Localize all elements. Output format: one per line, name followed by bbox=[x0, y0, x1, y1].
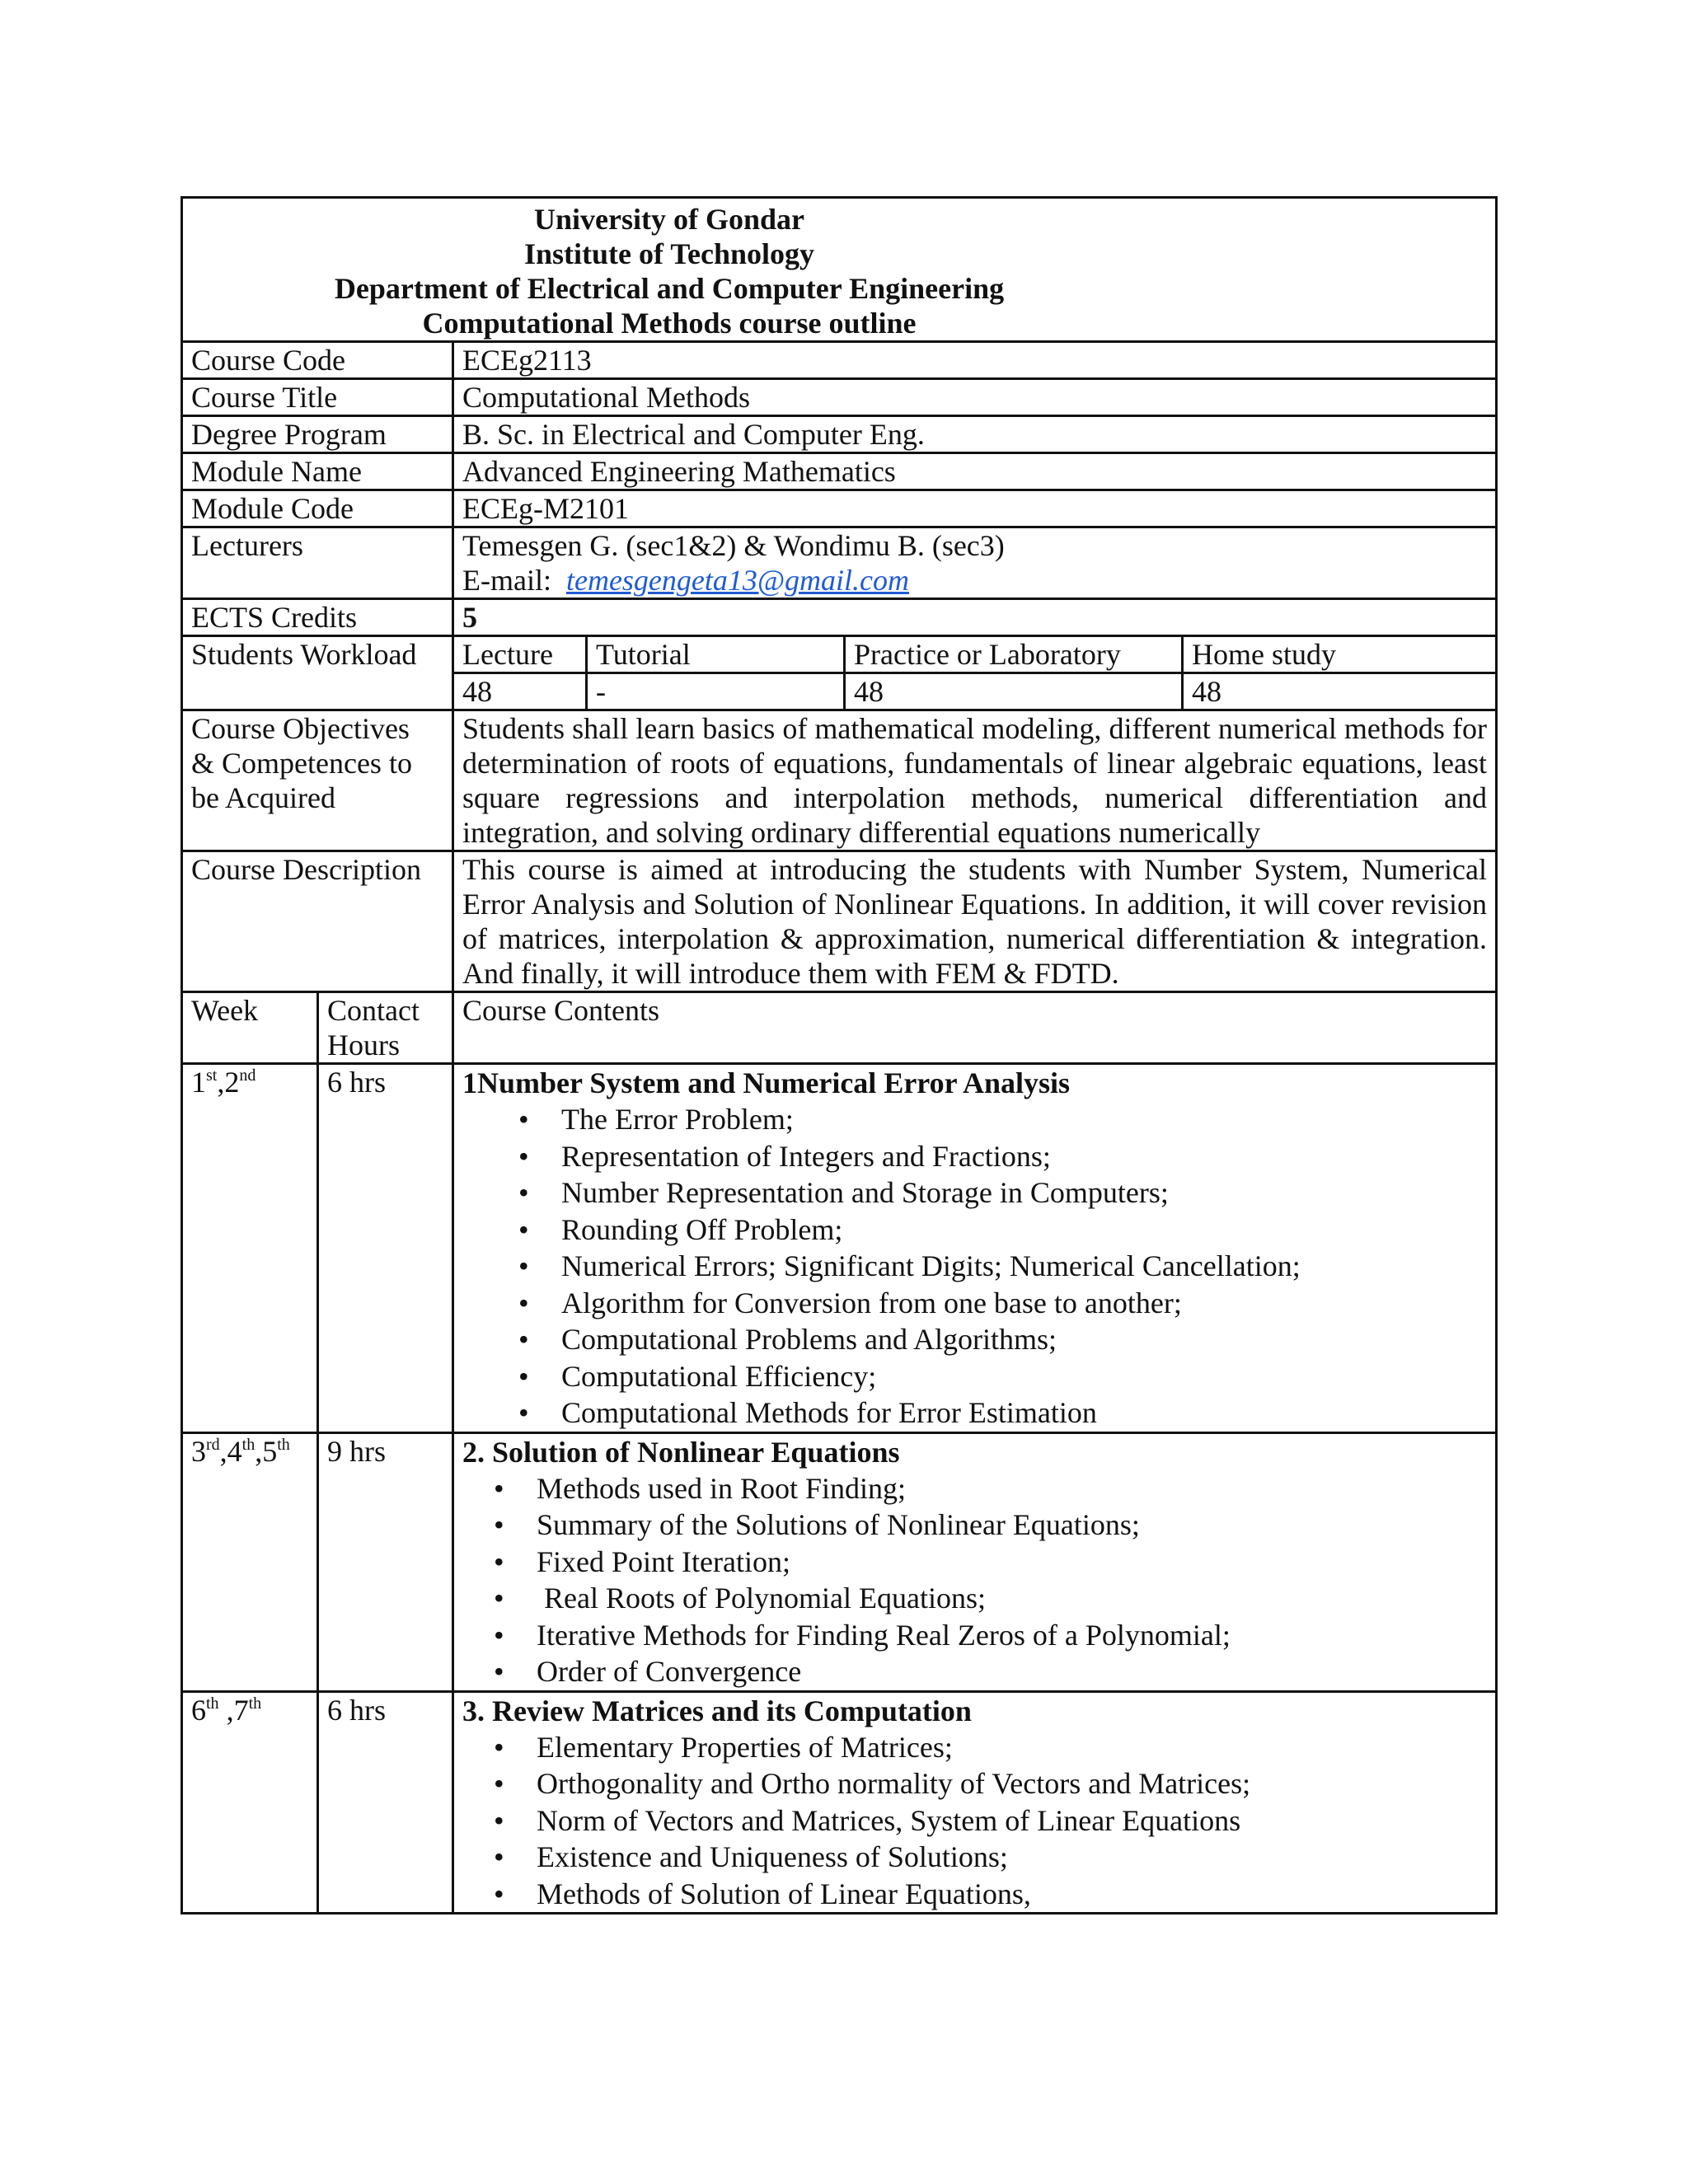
week-suffix: th bbox=[248, 1694, 262, 1713]
week-num: ,2 bbox=[217, 1066, 240, 1099]
workload-value-home-study: 48 bbox=[1183, 673, 1497, 710]
list-item: • Fixed Point Iteration; bbox=[537, 1544, 1487, 1581]
section-1-hours: 6 hrs bbox=[318, 1064, 453, 1433]
objectives-label bbox=[182, 710, 453, 851]
degree-program-value: B. Sc. in Electrical and Computer Eng. bbox=[453, 416, 1497, 453]
outline-title: Computational Methods course outline bbox=[422, 307, 917, 340]
description-text: This course is aimed at introducing the students with Number System, Numerical Error Analysis and Solution of Nonlinear Equations. In addition, it will cover revision of matrices, interpolation & approximation, numerical differentiation & integration. And finally, it will introduce them with FEM & FDTD. bbox=[453, 851, 1497, 992]
section-2-week bbox=[182, 1432, 318, 1691]
section-1-week bbox=[182, 1064, 318, 1433]
section-1-content bbox=[453, 1064, 1497, 1433]
contact-hours-header bbox=[318, 992, 453, 1064]
institute-name: Institute of Technology bbox=[523, 237, 815, 270]
week-suffix: th bbox=[277, 1435, 290, 1454]
degree-program-label: Degree Program bbox=[182, 416, 453, 453]
week-num: ,5 bbox=[255, 1434, 278, 1468]
workload-value-practice: 48 bbox=[845, 673, 1183, 710]
week-header: Week bbox=[182, 992, 318, 1064]
list-item: • Existence and Uniqueness of Solutions; bbox=[537, 1839, 1487, 1876]
module-code-value: ECEg-M2101 bbox=[453, 490, 1497, 527]
email-link[interactable]: temesgengeta13@gmail.com bbox=[565, 564, 909, 597]
week-suffix: st bbox=[206, 1066, 218, 1085]
list-item: • Methods of Solution of Linear Equations, bbox=[537, 1876, 1487, 1913]
list-item: • Rounding Off Problem; bbox=[561, 1212, 1487, 1249]
workload-value-lecture: 48 bbox=[453, 673, 587, 710]
list-item: • The Error Problem; bbox=[561, 1101, 1487, 1138]
list-item: • Computational Problems and Algorithms; bbox=[561, 1321, 1487, 1358]
contact-header-line1: Contact bbox=[327, 994, 420, 1027]
objectives-label-line3: be Acquired bbox=[191, 781, 335, 814]
workload-header-lecture: Lecture bbox=[453, 636, 587, 673]
week-suffix: th bbox=[241, 1435, 256, 1454]
week-num: 1 bbox=[191, 1066, 206, 1099]
week-num: 3 bbox=[191, 1434, 206, 1468]
list-item: • Summary of the Solutions of Nonlinear Equations; bbox=[537, 1507, 1487, 1544]
section-1-list bbox=[462, 1101, 1487, 1432]
section-3-hours: 6 hrs bbox=[318, 1691, 453, 1914]
ects-value: 5 bbox=[453, 599, 1497, 636]
lecturers-value: Temesgen G. (sec1&2) & Wondimu B. (sec3) bbox=[462, 529, 1005, 562]
list-item: • Representation of Integers and Fractions; bbox=[561, 1138, 1487, 1175]
list-item: • Computational Methods for Error Estimation bbox=[561, 1394, 1487, 1432]
contact-header-line2: Hours bbox=[327, 1029, 400, 1062]
workload-header-tutorial: Tutorial bbox=[587, 636, 845, 673]
workload-header-practice: Practice or Laboratory bbox=[845, 636, 1183, 673]
workload-value-tutorial: - bbox=[587, 673, 845, 710]
workload-header-home-study: Home study bbox=[1183, 636, 1497, 673]
list-item: • Iterative Methods for Finding Real Zeros of a Polynomial; bbox=[537, 1617, 1487, 1654]
course-code-value: ECEg2113 bbox=[453, 342, 1497, 379]
week-num: ,4 bbox=[219, 1434, 242, 1468]
course-outline-table bbox=[181, 196, 1498, 1915]
week-num: 6 bbox=[191, 1693, 206, 1727]
list-item: • Norm of Vectors and Matrices, System of Linear Equations bbox=[537, 1802, 1487, 1840]
objectives-label-line1: Course Objectives bbox=[191, 712, 410, 745]
list-item: • Real Roots of Polynomial Equations; bbox=[537, 1580, 1487, 1617]
lecturers-cell bbox=[453, 527, 1497, 599]
list-item: • Orthogonality and Ortho normality of Vectors and Matrices; bbox=[537, 1765, 1487, 1802]
module-code-label: Module Code bbox=[182, 490, 453, 527]
list-item: • Order of Convergence bbox=[537, 1653, 1487, 1690]
list-item: • Methods used in Root Finding; bbox=[537, 1470, 1487, 1507]
list-item: • Elementary Properties of Matrices; bbox=[537, 1729, 1487, 1766]
course-title-label: Course Title bbox=[182, 379, 453, 416]
document-header bbox=[182, 198, 1497, 342]
list-item: • Computational Efficiency; bbox=[561, 1358, 1487, 1395]
module-name-label: Module Name bbox=[182, 453, 453, 490]
section-2-hours: 9 hrs bbox=[318, 1432, 453, 1691]
week-suffix: rd bbox=[206, 1435, 220, 1454]
workload-label: Students Workload bbox=[182, 636, 453, 710]
email-prefix: E-mail: bbox=[462, 564, 551, 597]
course-contents-header: Course Contents bbox=[453, 992, 1497, 1064]
week-num: ,7 bbox=[218, 1693, 249, 1727]
objectives-text: Students shall learn basics of mathematical modeling, different numerical methods for determination of roots of equations, fundamentals of linear algebraic equations, least square regressions and interpolation methods, numerical differentiation and integration, and solving ordinary differential equations numerically bbox=[453, 710, 1497, 851]
section-2-title: 2. Solution of Nonlinear Equations bbox=[462, 1435, 900, 1469]
module-name-value: Advanced Engineering Mathematics bbox=[453, 453, 1497, 490]
course-code-label: Course Code bbox=[182, 342, 453, 379]
week-suffix: nd bbox=[239, 1066, 256, 1085]
list-item: • Algorithm for Conversion from one base to another; bbox=[561, 1285, 1487, 1322]
section-2-list bbox=[462, 1470, 1487, 1690]
lecturers-label: Lecturers bbox=[182, 527, 453, 599]
list-item: • Number Representation and Storage in Computers; bbox=[561, 1174, 1487, 1212]
list-item: • Numerical Errors; Significant Digits; Numerical Cancellation; bbox=[561, 1248, 1487, 1285]
ects-label: ECTS Credits bbox=[182, 599, 453, 636]
section-3-title: 3. Review Matrices and its Computation bbox=[462, 1694, 972, 1727]
section-1-title: 1Number System and Numerical Error Analysis bbox=[462, 1066, 1071, 1099]
week-suffix: th bbox=[206, 1694, 219, 1713]
section-3-list bbox=[462, 1729, 1487, 1913]
description-label: Course Description bbox=[182, 851, 453, 992]
section-2-content bbox=[453, 1432, 1497, 1691]
university-name: University of Gondar bbox=[534, 203, 804, 236]
section-3-week bbox=[182, 1691, 318, 1914]
department-name: Department of Electrical and Computer Engineering bbox=[334, 272, 1005, 305]
objectives-label-line2: & Competences to bbox=[191, 747, 412, 780]
course-title-value: Computational Methods bbox=[453, 379, 1497, 416]
email-line bbox=[462, 563, 1487, 598]
section-3-content bbox=[453, 1691, 1497, 1914]
